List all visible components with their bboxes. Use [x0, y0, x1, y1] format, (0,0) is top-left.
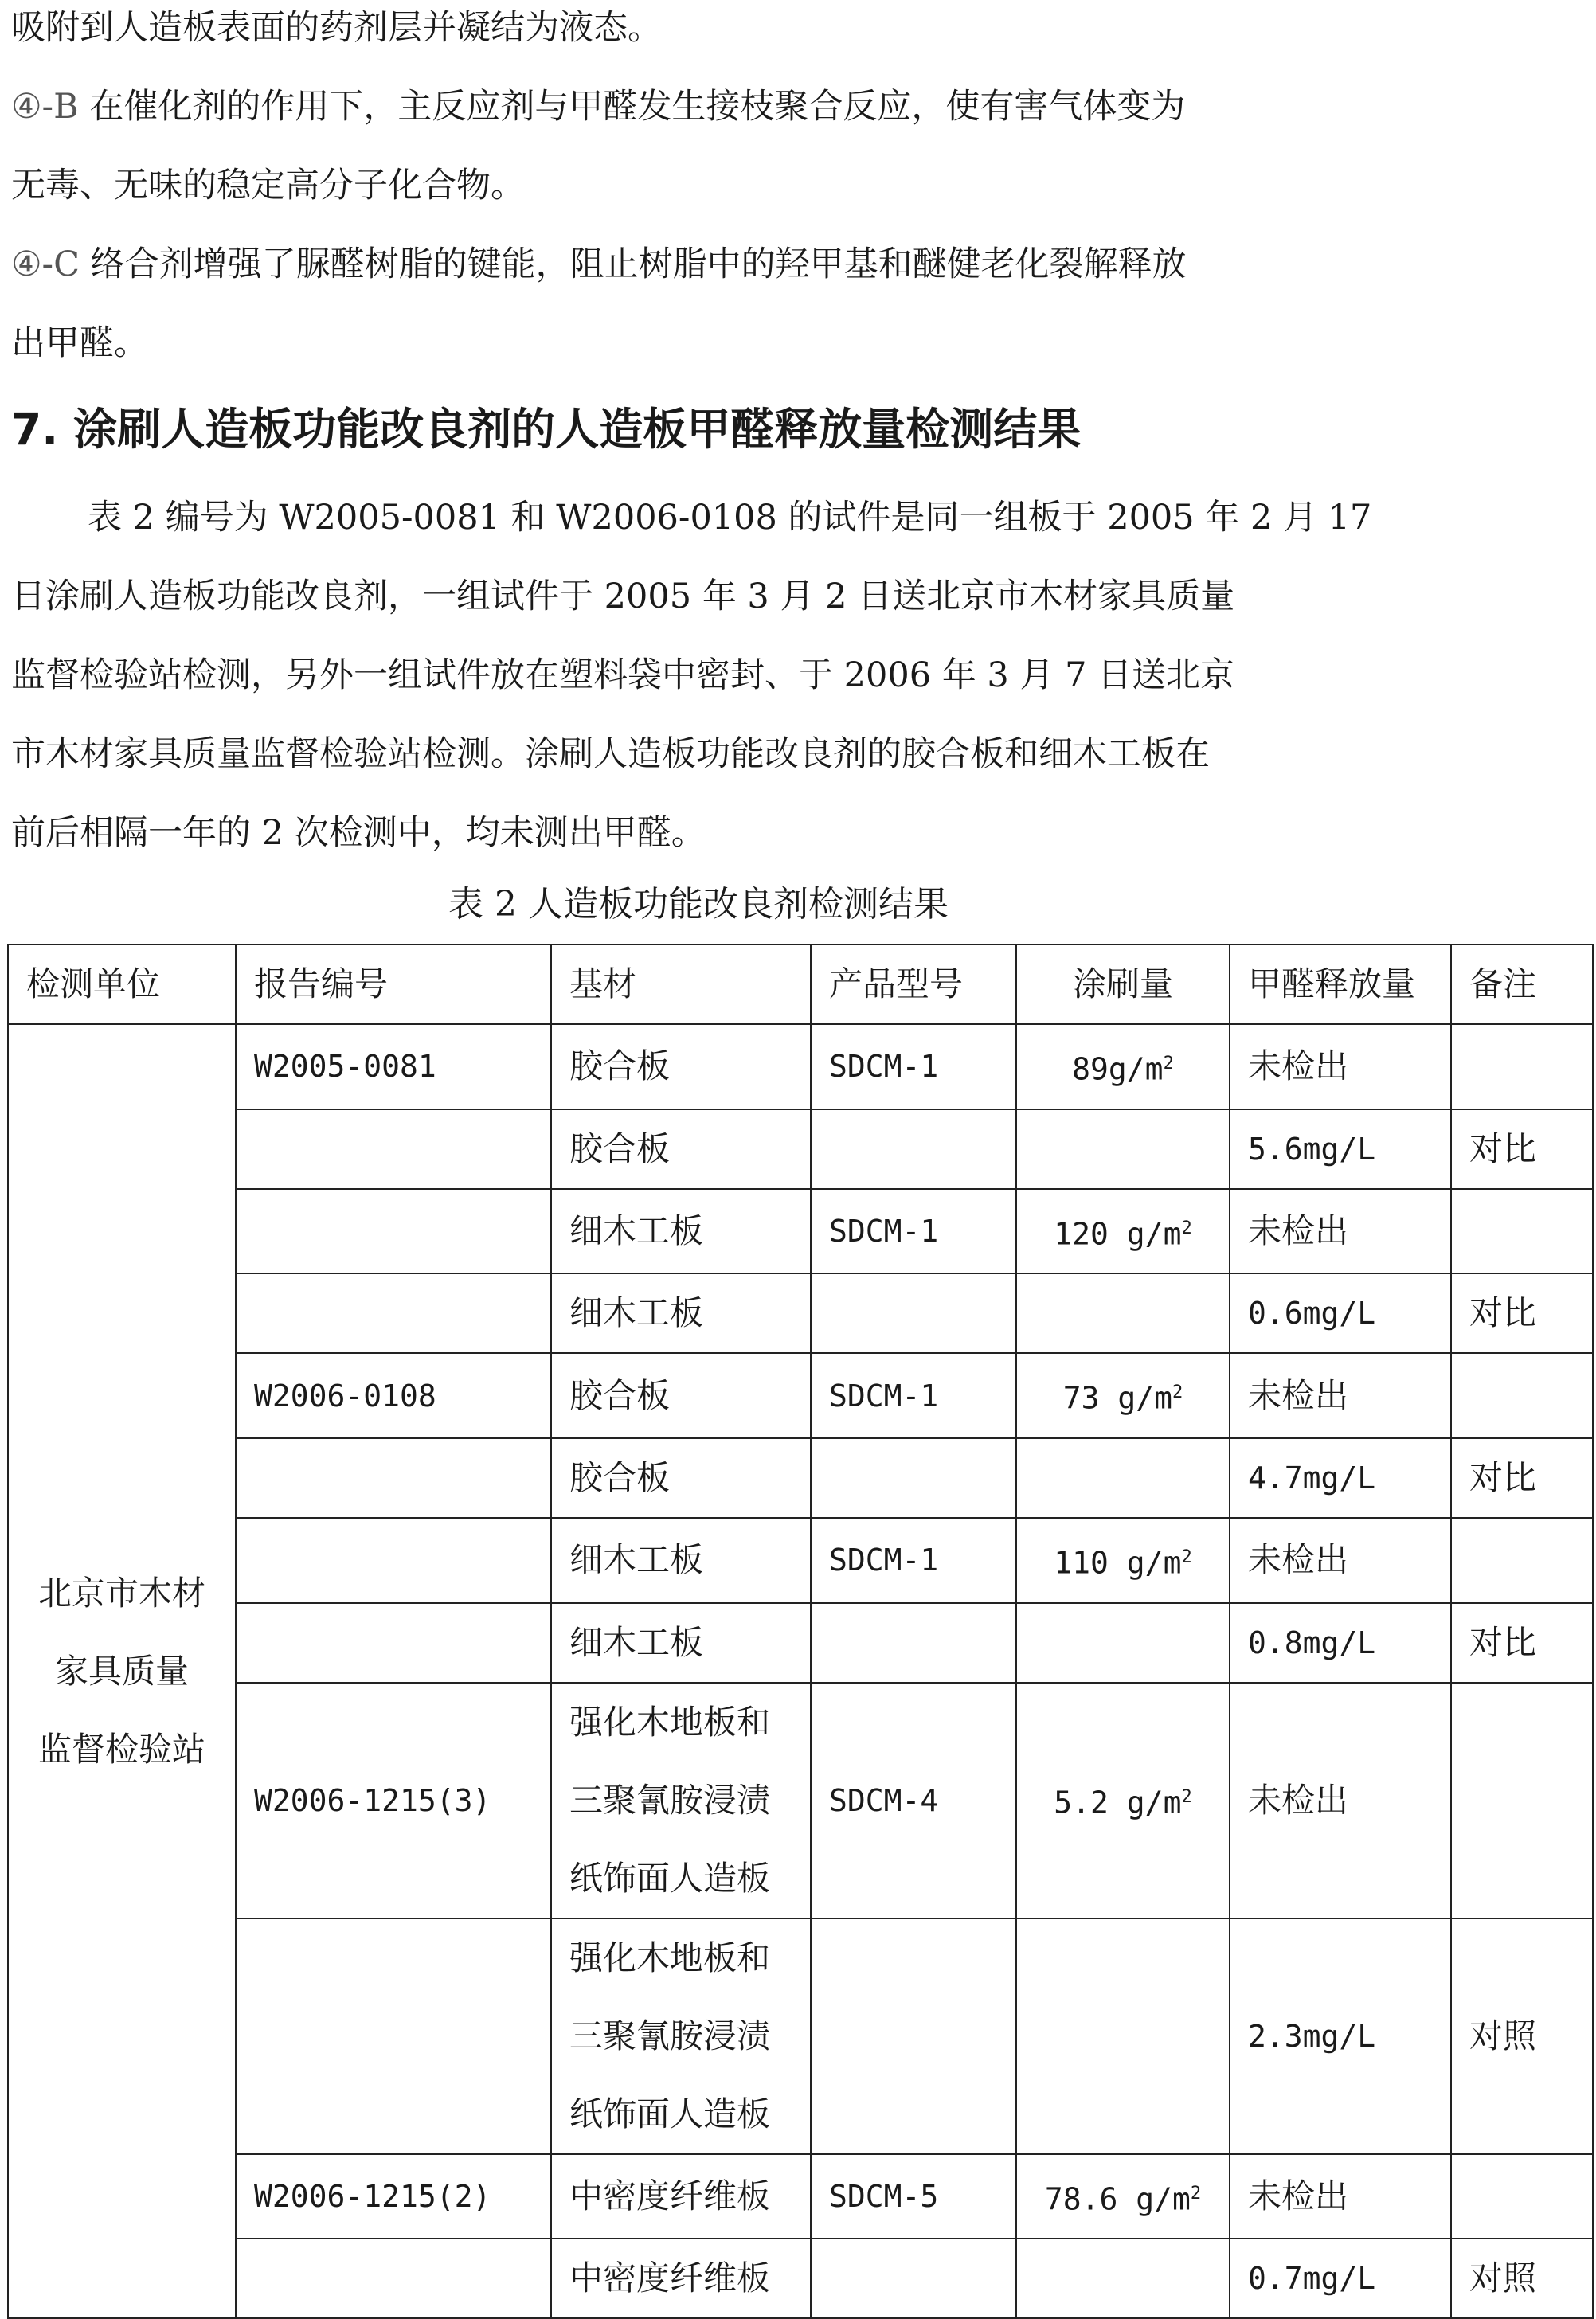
substrate-line: 三聚氰胺浸渍 [569, 2016, 771, 2055]
body-line: 日涂刷人造板功能改良剂，一组试件于 2005 年 3 月 2 日送北京市木材家具质量 [11, 577, 1235, 616]
table-row [8, 1189, 1593, 1274]
header-cell: 甲醛释放量 [1230, 944, 1451, 1024]
product-model-cell [811, 2239, 1016, 2318]
substrate-cell [551, 1109, 811, 1189]
product-model-cell: SDCM-1 [811, 1189, 1016, 1274]
unit-line: 家具质量 [54, 1651, 189, 1691]
report-number-cell: W2006-1215(3) [236, 1683, 551, 1918]
note-cell: 对照 [1451, 1918, 1593, 2154]
substrate-line: 细木工板 [569, 1540, 704, 1580]
report-number-cell [236, 1438, 551, 1518]
unit-line: 监督检验站 [37, 1729, 205, 1769]
header-cell: 报告编号 [236, 944, 551, 1024]
formaldehyde-release-cell: 0.7mg/L [1230, 2239, 1451, 2318]
product-model-cell [811, 1603, 1016, 1683]
paragraph-line: 出甲醛。 [11, 323, 148, 363]
substrate-line: 胶合板 [569, 1128, 671, 1168]
table-row [8, 1109, 1593, 1189]
substrate-cell [551, 2154, 811, 2239]
formaldehyde-release-cell: 未检出 [1230, 1518, 1451, 1603]
substrate-cell [551, 1189, 811, 1274]
report-number-cell [236, 1518, 551, 1603]
coating-amount-value: 5.2 g/m [1054, 1785, 1182, 1820]
superscript-exponent: 2 [1181, 1787, 1192, 1808]
note-cell: 对比 [1451, 1109, 1593, 1189]
substrate-cell [551, 1024, 811, 1109]
header-cell: 基材 [551, 944, 811, 1024]
coating-amount-cell [1016, 1109, 1230, 1189]
coating-amount-value: 120 g/m [1054, 1216, 1182, 1252]
substrate-cell [551, 1353, 811, 1438]
substrate-cell [551, 1603, 811, 1683]
table-row [8, 1353, 1593, 1438]
table-row [8, 1918, 1593, 2154]
coating-amount-value: 73 g/m [1062, 1380, 1173, 1416]
table-row [8, 1273, 1593, 1353]
paragraph-line: ④-B 在催化剂的作用下，主反应剂与甲醛发生接枝聚合反应，使有害气体变为 [11, 87, 1186, 127]
formaldehyde-release-cell: 未检出 [1230, 1024, 1451, 1109]
header-cell: 产品型号 [811, 944, 1016, 1024]
product-model-cell [811, 1918, 1016, 2154]
coating-amount-cell [1016, 1189, 1230, 1274]
body-line: 表 2 编号为 W2005-0081 和 W2006-0108 的试件是同一组板于 2005 年 2 月 17 [88, 498, 1372, 538]
formaldehyde-release-cell: 未检出 [1230, 2154, 1451, 2239]
substrate-cell [551, 1918, 811, 2154]
body-line: 前后相隔一年的 2 次检测中，均未测出甲醛。 [11, 813, 706, 853]
body-line: 市木材家具质量监督检验站检测。涂刷人造板功能改良剂的胶合板和细木工板在 [11, 734, 1210, 774]
product-model-cell [811, 1438, 1016, 1518]
report-number-cell: W2006-1215(2) [236, 2154, 551, 2239]
coating-amount-cell [1016, 1918, 1230, 2154]
substrate-line: 细木工板 [569, 1293, 704, 1333]
formaldehyde-release-cell: 0.8mg/L [1230, 1603, 1451, 1683]
coating-amount-value: 78.6 g/m [1044, 2181, 1191, 2217]
substrate-line: 胶合板 [569, 1046, 671, 1086]
report-number-cell [236, 1273, 551, 1353]
report-number-cell: W2006-0108 [236, 1353, 551, 1438]
coating-amount-cell [1016, 1353, 1230, 1438]
superscript-exponent: 2 [1181, 1218, 1192, 1238]
table-row [8, 2239, 1593, 2318]
results-table [7, 944, 1594, 2319]
substrate-line: 中密度纤维板 [569, 2176, 771, 2215]
coating-amount-cell [1016, 2154, 1230, 2239]
substrate-line: 胶合板 [569, 1457, 671, 1497]
item-marker: ④-C [11, 244, 80, 284]
report-number-cell [236, 1109, 551, 1189]
substrate-line: 三聚氰胺浸渍 [569, 1780, 771, 1820]
formaldehyde-release-cell: 未检出 [1230, 1683, 1451, 1918]
product-model-cell: SDCM-4 [811, 1683, 1016, 1918]
product-model-cell: SDCM-1 [811, 1518, 1016, 1603]
formaldehyde-release-cell: 5.6mg/L [1230, 1109, 1451, 1189]
substrate-line: 强化木地板和 [569, 1702, 771, 1742]
note-cell: 对比 [1451, 1273, 1593, 1353]
coating-amount-cell [1016, 2239, 1230, 2318]
superscript-exponent: 2 [1181, 1547, 1192, 1567]
table-row [8, 1603, 1593, 1683]
substrate-line: 细木工板 [569, 1210, 704, 1250]
section-heading: 7. 涂刷人造板功能改良剂的人造板甲醛释放量检测结果 [11, 404, 1082, 455]
formaldehyde-release-cell: 2.3mg/L [1230, 1918, 1451, 2154]
superscript-exponent: 2 [1172, 1382, 1183, 1403]
header-cell: 备注 [1451, 944, 1593, 1024]
substrate-cell [551, 1273, 811, 1353]
note-cell [1451, 1189, 1593, 1274]
coating-amount-cell [1016, 1273, 1230, 1353]
item-marker: ④-B [11, 87, 79, 127]
superscript-exponent: 2 [1163, 1054, 1174, 1073]
coating-amount-cell [1016, 1024, 1230, 1109]
table-row [8, 1683, 1593, 1918]
table-row [8, 1438, 1593, 1518]
note-cell [1451, 1353, 1593, 1438]
paragraph-line: 吸附到人造板表面的药剂层并凝结为液态。 [11, 8, 662, 48]
header-cell: 涂刷量 [1016, 944, 1230, 1024]
report-number-cell [236, 2239, 551, 2318]
substrate-line: 纸饰面人造板 [569, 1858, 771, 1898]
coating-amount-value: 89g/m [1072, 1051, 1164, 1087]
substrate-line: 胶合板 [569, 1375, 671, 1415]
note-cell [1451, 1518, 1593, 1603]
table-header-row [8, 944, 1593, 1024]
table-row [8, 1024, 1593, 1109]
substrate-line: 强化木地板和 [569, 1938, 771, 1977]
formaldehyde-release-cell: 未检出 [1230, 1353, 1451, 1438]
report-number-cell: W2005-0081 [236, 1024, 551, 1109]
product-model-cell [811, 1273, 1016, 1353]
note-cell: 对比 [1451, 1603, 1593, 1683]
substrate-cell [551, 2239, 811, 2318]
coating-amount-cell [1016, 1603, 1230, 1683]
product-model-cell: SDCM-5 [811, 2154, 1016, 2239]
product-model-cell [811, 1109, 1016, 1189]
table-row [8, 2154, 1593, 2239]
coating-amount-value: 110 g/m [1054, 1545, 1182, 1581]
superscript-exponent: 2 [1190, 2183, 1202, 2204]
substrate-line: 纸饰面人造板 [569, 2094, 771, 2133]
header-cell: 检测单位 [8, 944, 236, 1024]
body-line: 监督检验站检测，另外一组试件放在塑料袋中密封、于 2006 年 3 月 7 日送北京 [11, 655, 1235, 695]
paragraph-line: 无毒、无味的稳定高分子化合物。 [11, 166, 525, 205]
product-model-cell: SDCM-1 [811, 1353, 1016, 1438]
note-cell: 对比 [1451, 1438, 1593, 1518]
substrate-cell [551, 1683, 811, 1918]
report-number-cell [236, 1603, 551, 1683]
coating-amount-cell [1016, 1518, 1230, 1603]
table-body [8, 1024, 1593, 2318]
substrate-line: 细木工板 [569, 1622, 704, 1662]
note-cell [1451, 1683, 1593, 1918]
table-caption: 表 2 人造板功能改良剂检测结果 [448, 884, 949, 925]
table-row [8, 1518, 1593, 1603]
coating-amount-cell [1016, 1683, 1230, 1918]
note-cell [1451, 2154, 1593, 2239]
report-number-cell [236, 1918, 551, 2154]
formaldehyde-release-cell: 0.6mg/L [1230, 1273, 1451, 1353]
testing-unit-cell [8, 1024, 236, 2318]
paragraph-line: ④-C 络合剂增强了脲醛树脂的键能，阻止树脂中的羟甲基和醚健老化裂解释放 [11, 244, 1187, 284]
note-cell: 对照 [1451, 2239, 1593, 2318]
report-number-cell [236, 1189, 551, 1274]
substrate-cell [551, 1518, 811, 1603]
unit-line: 北京市木材 [37, 1573, 205, 1613]
substrate-cell [551, 1438, 811, 1518]
formaldehyde-release-cell: 未检出 [1230, 1189, 1451, 1274]
formaldehyde-release-cell: 4.7mg/L [1230, 1438, 1451, 1518]
note-cell [1451, 1024, 1593, 1109]
substrate-line: 中密度纤维板 [569, 2258, 771, 2298]
product-model-cell: SDCM-1 [811, 1024, 1016, 1109]
coating-amount-cell [1016, 1438, 1230, 1518]
